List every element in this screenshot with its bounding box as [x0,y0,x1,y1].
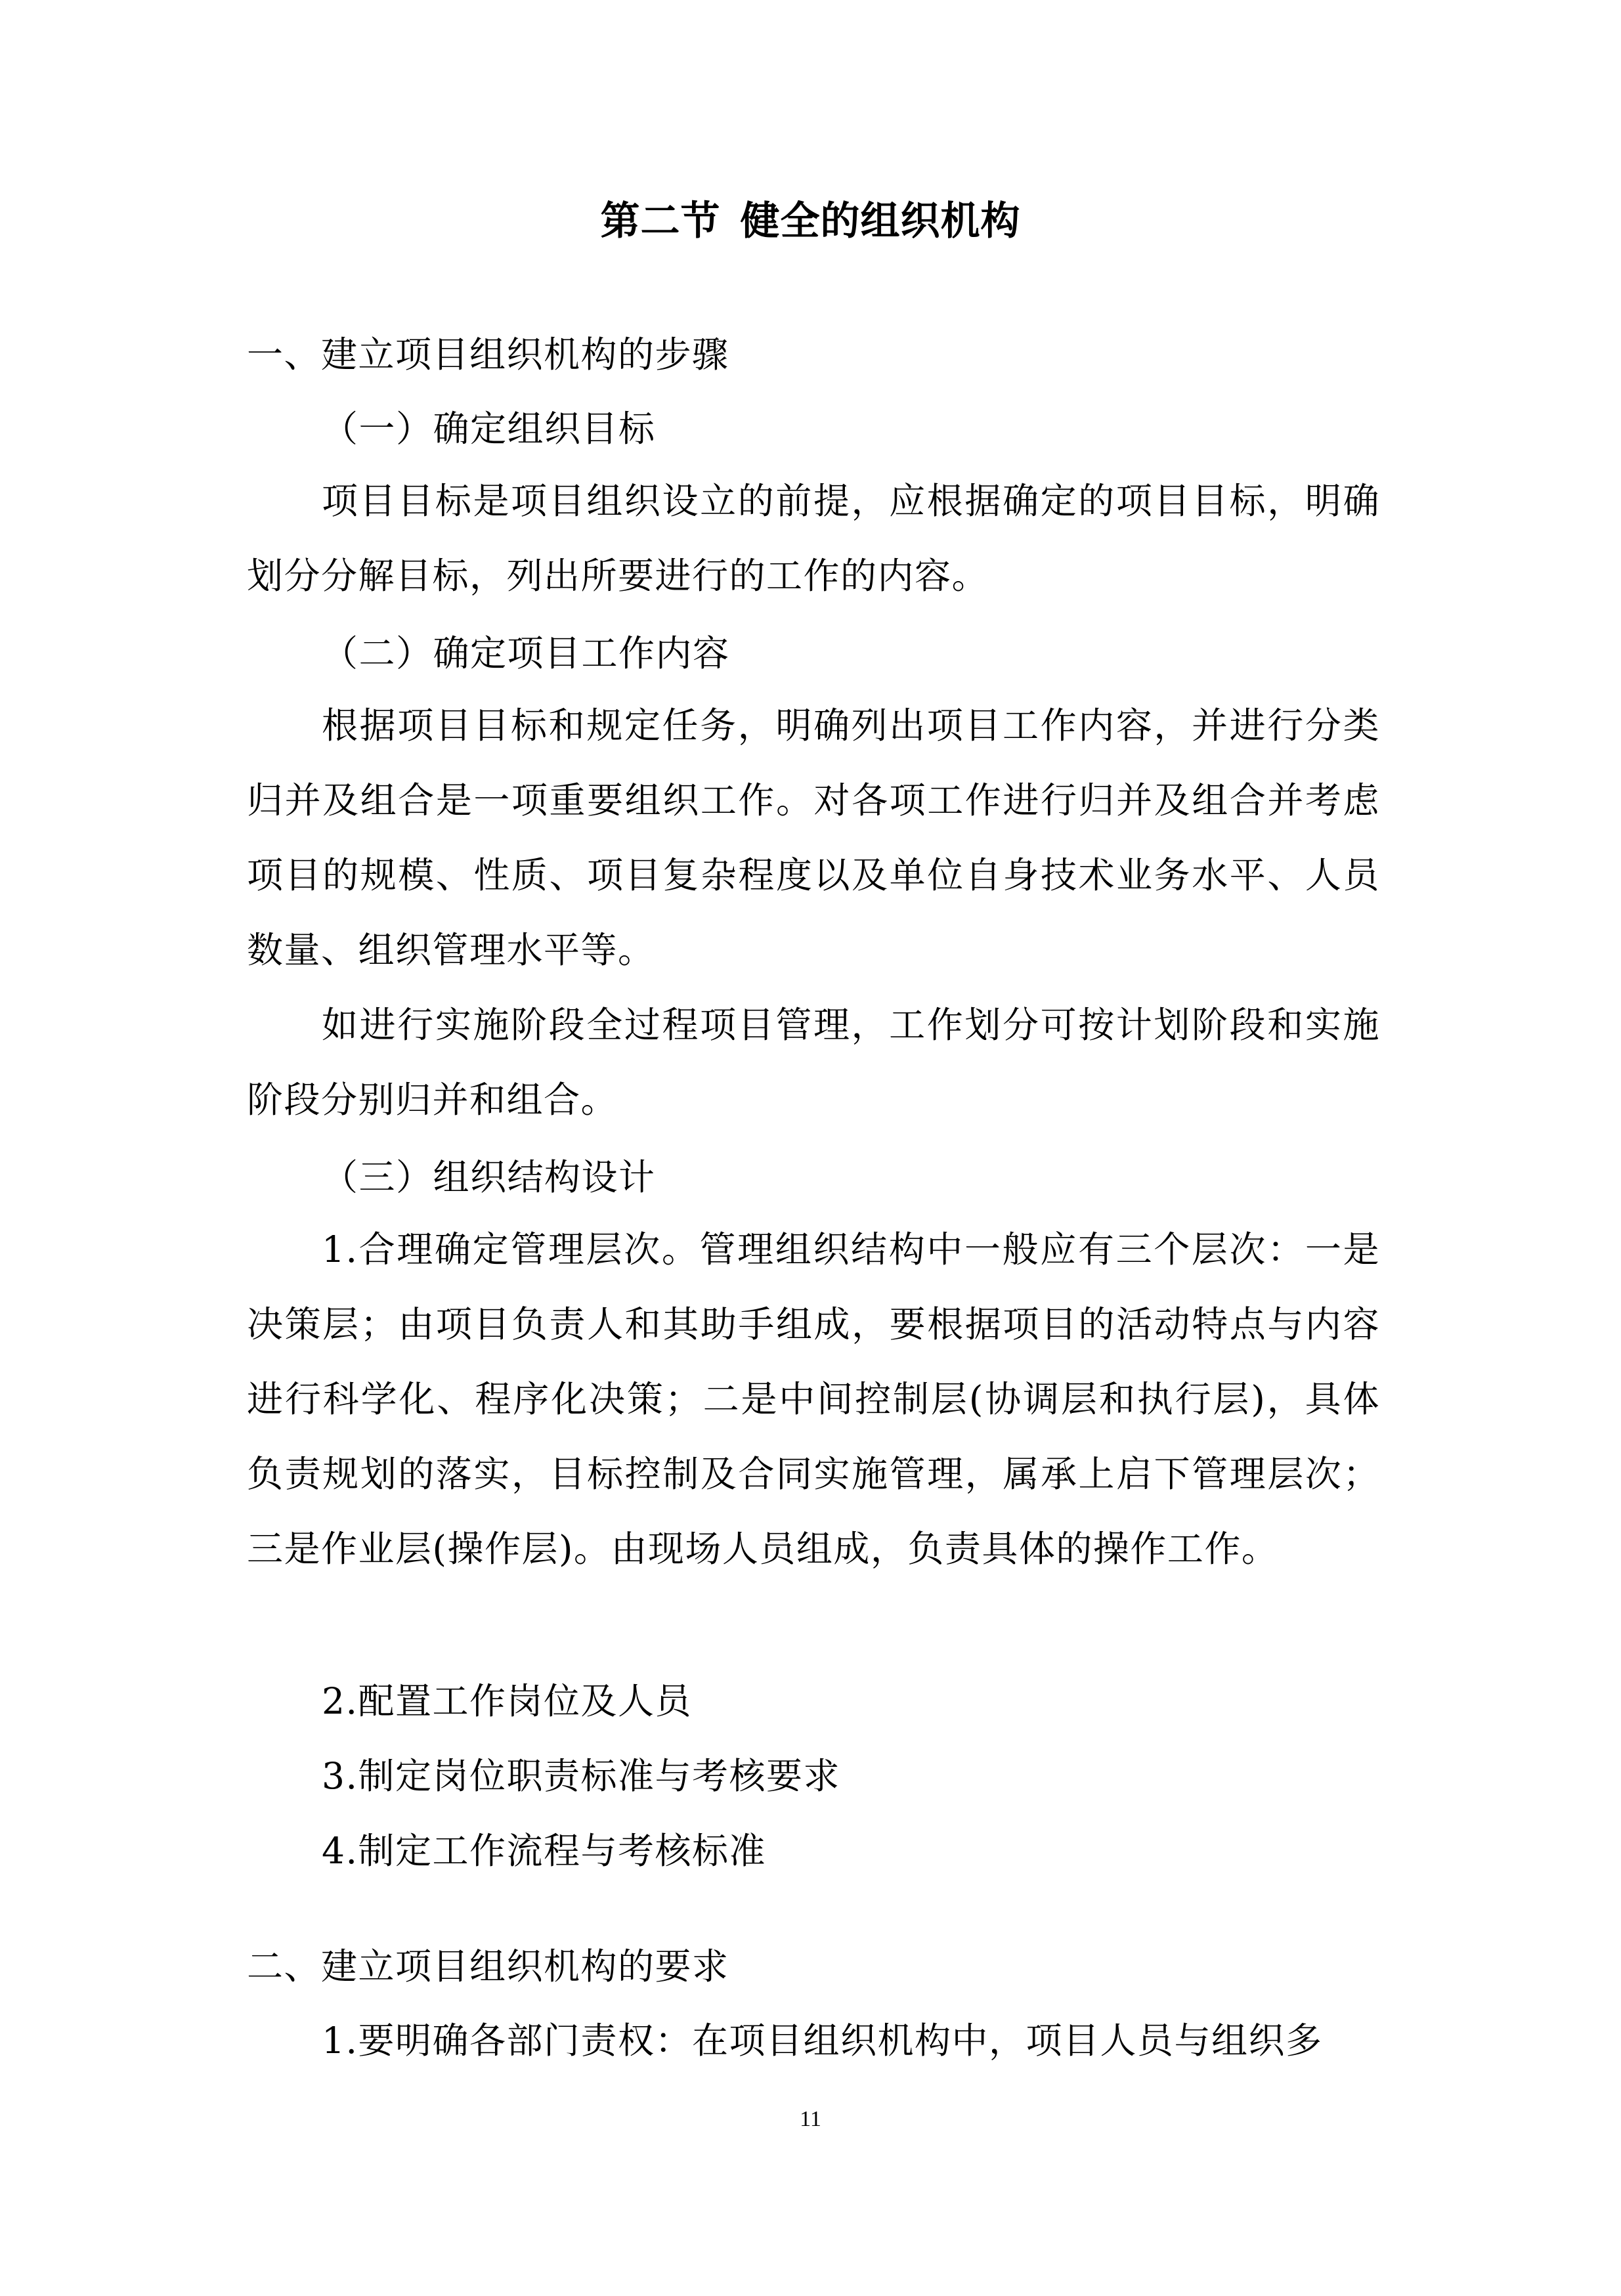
paragraph-org-goal: 项目目标是项目组织设立的前提，应根据确定的项目目标，明确划分分解目标，列出所要进行的工作的内容。 [247,480,1380,597]
subheading-org-goal: （一）确定组织目标 [322,408,656,450]
subheading-work-content: （二）确定项目工作内容 [322,632,730,674]
paragraph-work-content: 根据项目目标和规定任务，明确列出项目工作内容，并进行分类归并及组合是一项重要组织工作。对各项工作进行归并及组合并考虑项目的规模、性质、项目复杂程度以及单位自身技术业务水平、人员数量、组织管理水平等。 [247,704,1380,971]
subheading-structure-design: （三）组织结构设计 [322,1156,656,1198]
section-name: 健全的组织机构 [740,198,1021,244]
paragraph-implementation-phase: 如进行实施阶段全过程项目管理，工作划分可按计划阶段和实施阶段分别归并和组合。 [247,1004,1380,1121]
page-number: 11 [800,2107,821,2131]
list-item-workflow: 4.制定工作流程与考核标准 [322,1830,766,1872]
list-item-department-authority: 1.要明确各部门责权：在项目组织机构中，项目人员与组织多 [322,2020,1323,2062]
list-item-management-levels: 1.合理确定管理层次。管理组织结构中一般应有三个层次：一是决策层；由项目负责人和其助手组成，要根据项目的活动特点与内容进行科学化、程序化决策；二是中间控制层(协调层和执行层)，具体负责规划的落实，目标控制及合同实施管理，属承上启下管理层次；三是作业层(操作层)。由现场人员组成，负责具体的操作工作。 [247,1228,1380,1570]
list-item-positions: 2.配置工作岗位及人员 [322,1680,692,1722]
heading-steps: 一、建立项目组织机构的步骤 [247,334,729,376]
heading-requirements: 二、建立项目组织机构的要求 [247,1945,729,1987]
section-number: 第二节 [600,198,721,244]
section-title [0,192,1621,251]
list-item-responsibilities: 3.制定岗位职责标准与考核要求 [322,1755,840,1797]
